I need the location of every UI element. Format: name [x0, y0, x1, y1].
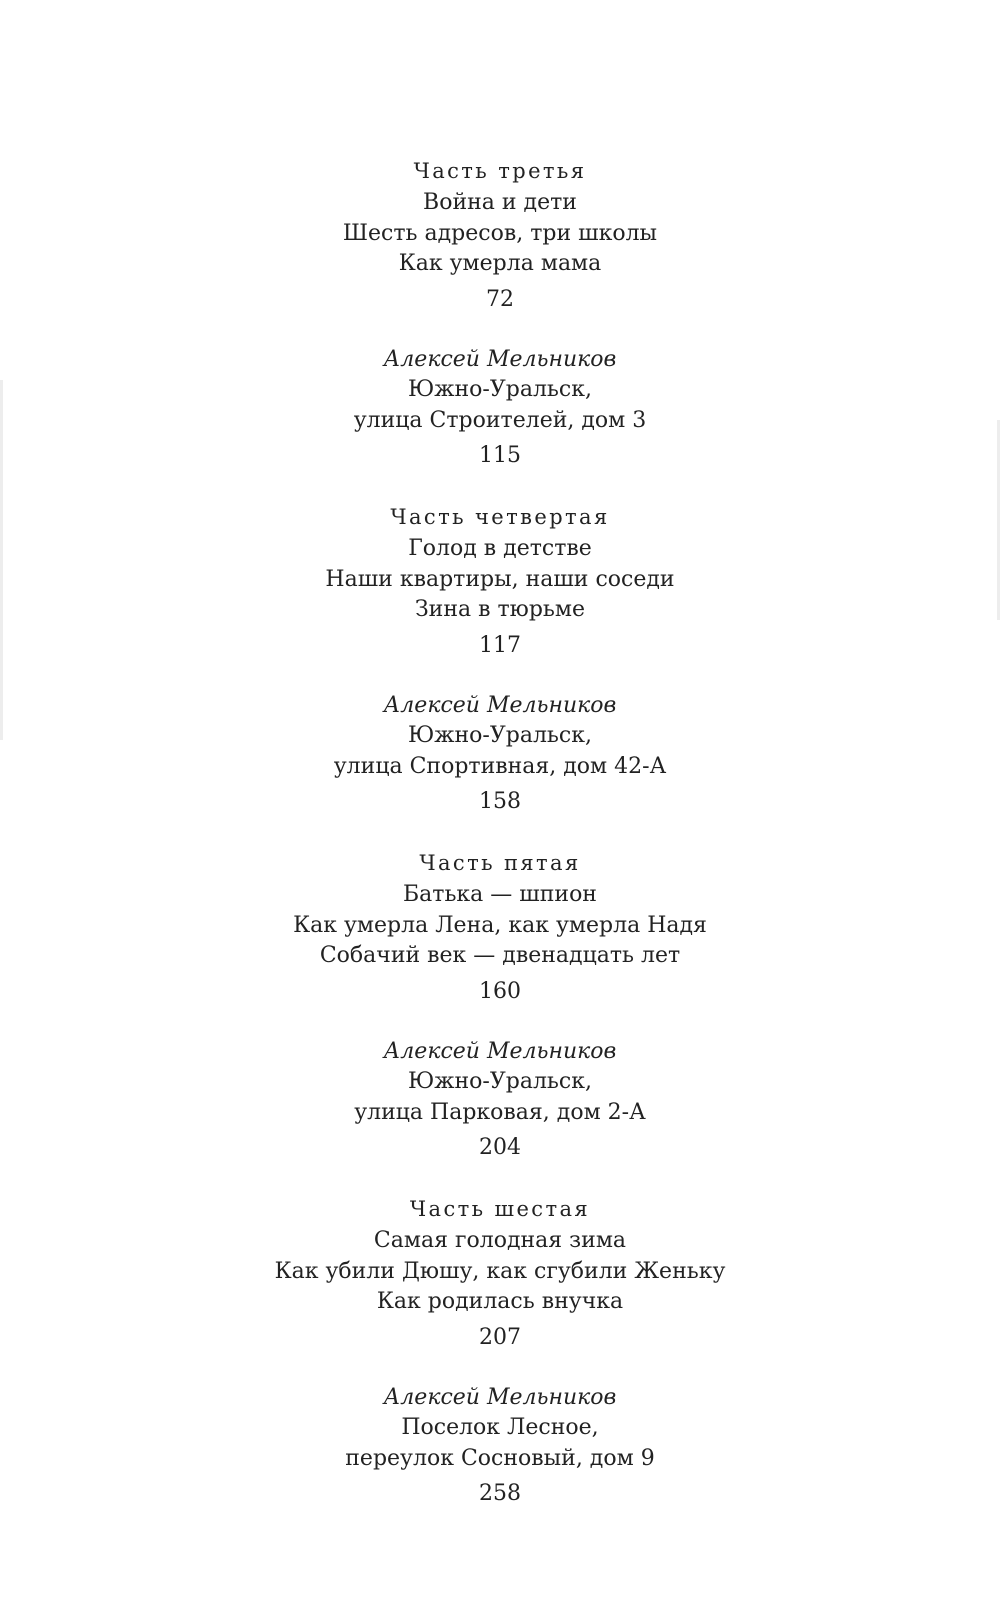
toc-entry-part-five: [0, 847, 1000, 1009]
part-heading: Часть шестая: [409, 1197, 591, 1221]
entry-line: Батька — шпион: [403, 882, 597, 907]
page-number: 115: [479, 443, 521, 468]
entry-line: Зина в тюрьме: [414, 597, 586, 622]
entry-line: Южно-Уральск,: [408, 377, 592, 402]
entry-line: Как умерла мама: [398, 251, 602, 276]
toc-entry-author-3: [0, 1037, 1000, 1166]
author-name: Алексей Мельников: [383, 346, 617, 372]
entry-line: переулок Сосновый, дом 9: [345, 1445, 655, 1471]
page-number: 158: [479, 789, 521, 814]
entry-line: Самая голодная зима: [373, 1228, 627, 1253]
entry-line: Как убили Дюшу, как сгубили Женьку: [274, 1258, 726, 1284]
toc-entry-author-2: [0, 691, 1000, 820]
entry-line: Шесть адресов, три школы: [342, 220, 658, 246]
part-heading: Часть пятая: [419, 851, 581, 875]
entry-line: улица Строителей, дом 3: [353, 407, 647, 433]
author-name: Алексей Мельников: [383, 1384, 617, 1410]
page-number: 72: [486, 286, 514, 312]
entry-line: улица Парковая, дом 2-А: [354, 1099, 646, 1125]
part-heading: Часть четвертая: [390, 505, 610, 529]
author-name: Алексей Мельников: [383, 1038, 617, 1064]
part-heading: Часть третья: [413, 159, 587, 183]
toc-entry-part-six: [0, 1193, 1000, 1355]
toc-entry-part-four: [0, 501, 1000, 663]
toc-entry-part-three: [0, 155, 1000, 317]
page-number: 204: [479, 1135, 521, 1160]
entry-line: Южно-Уральск,: [408, 1069, 592, 1094]
toc-entry-author-1: [0, 345, 1000, 474]
entry-line: Как родилась внучка: [376, 1289, 624, 1314]
page-number: 207: [479, 1324, 521, 1350]
entry-line: Поселок Лесное,: [401, 1415, 599, 1440]
entry-line: Война и дети: [423, 190, 577, 215]
author-name: Алексей Мельников: [383, 692, 617, 718]
entry-line: Как умерла Лена, как умерла Надя: [293, 912, 707, 938]
entry-line: Голод в детстве: [408, 536, 592, 561]
entry-line: Южно-Уральск,: [408, 723, 592, 748]
entry-line: улица Спортивная, дом 42-А: [333, 753, 667, 779]
toc-entry-author-4: [0, 1383, 1000, 1512]
page-number: 258: [479, 1481, 521, 1506]
page-number: 117: [479, 632, 521, 658]
table-of-contents: [0, 155, 1000, 1539]
entry-line: Собачий век — двенадцать лет: [319, 943, 681, 968]
entry-line: Наши квартиры, наши соседи: [325, 566, 675, 592]
page-number: 160: [479, 978, 521, 1004]
